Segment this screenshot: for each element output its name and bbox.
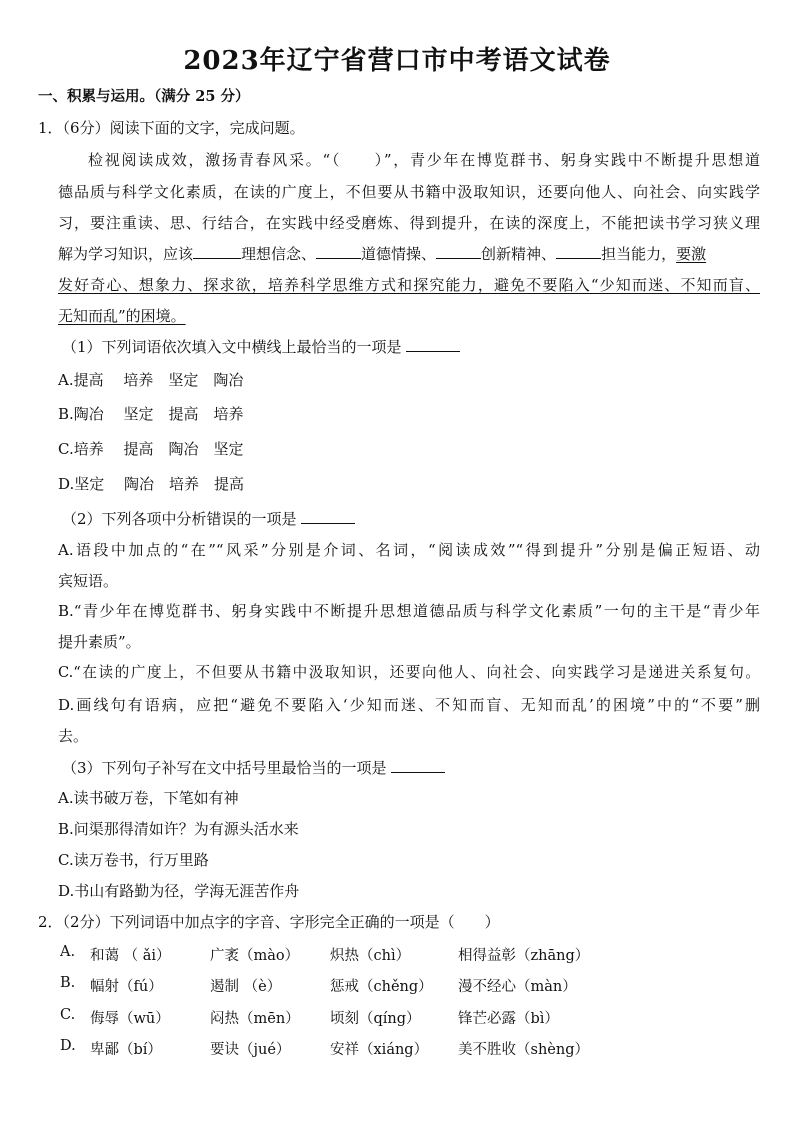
underlined-sentence: 无知而乱”的困境。: [58, 307, 186, 325]
option-a: A.读书破万卷，下笔如有神: [58, 789, 239, 807]
passage-line-with-blanks: [58, 244, 760, 264]
option-b: B.问渠那得清如许？为有源头活水来: [58, 820, 299, 838]
passage-text: 道德情操、: [361, 245, 437, 263]
option-d: D.书山有路勤为径，学海无涯苦作舟: [58, 882, 300, 900]
word-item: 锋芒必露（bì）: [458, 1011, 559, 1027]
option-b-cont: 提升素质”。: [58, 633, 141, 651]
sub-question-1: [62, 337, 460, 357]
option-d-cont: 去。: [58, 727, 89, 745]
answer-blank: [391, 758, 445, 773]
section-heading: 一、积累与运用。（满分 25 分）: [38, 88, 250, 105]
question-1-stem: 1．（6分）阅读下面的文字，完成问题。: [38, 119, 305, 137]
option-d: D.坚定 陶冶 培养 提高: [58, 475, 245, 493]
option-label: C.: [60, 1007, 76, 1023]
option-label: A.: [60, 944, 76, 960]
page-title: 2023年辽宁省营口市中考语文试卷: [183, 46, 611, 76]
sub-question-2: [62, 509, 355, 529]
word-item: 顷刻（qíng）: [330, 1011, 421, 1027]
word-item: 和蔼 （ ǎi）: [90, 948, 171, 964]
word-item: 要诀（jué）: [210, 1042, 291, 1058]
word-item: 侮辱（wū）: [90, 1011, 170, 1027]
passage-line: 检视阅读成效，激扬青春风采。“（ ）”，青少年在博览群书、躬身实践中不断提升思想道: [88, 151, 760, 169]
word-item: 卑鄙（bí）: [90, 1042, 162, 1058]
word-item: 遏制 （è）: [210, 979, 282, 995]
option-a: A.语段中加点的“在”“风采”分别是介词、名词，“阅读成效”“得到提升”分别是偏正短语、动: [58, 541, 760, 559]
answer-blank: [556, 244, 601, 259]
word-item: 闷热（mēn）: [210, 1011, 300, 1027]
answer-blank: [406, 337, 460, 352]
word-item: 美不胜收（shèng）: [458, 1042, 589, 1058]
word-item: 惩戒（chěng）: [330, 979, 433, 995]
word-item: 安祥（xiáng）: [330, 1042, 429, 1058]
word-item: 漫不经心（màn）: [458, 979, 577, 995]
passage-line: [58, 306, 760, 326]
option-c: C.“在读的广度上，不但要从书籍中汲取知识，还要向他人、向社会、向实践学习是递进关系复句。: [58, 664, 760, 681]
word-item: 相得益彰（zhāng）: [458, 948, 590, 964]
passage-line: 德品质与科学文化素质，在读的广度上，不但要从书籍中汲取知识，还要向他人、向社会、向实践学: [58, 183, 760, 201]
word-item: 炽热（chì）: [330, 948, 411, 964]
answer-blank: [193, 244, 241, 259]
passage-text: 担当能力，: [601, 245, 677, 263]
option-c: C.读万卷书，行万里路: [58, 851, 209, 869]
option-d: D.画线句有语病，应把“避免不要陷入‘少知而迷、不知而盲、无知而乱’的困境”中的“不要”删: [58, 696, 760, 714]
option-a-cont: 宾短语。: [58, 572, 119, 590]
word-item: 幅射（fú）: [90, 979, 163, 995]
passage-text: 理想信念、: [241, 245, 317, 263]
passage-text: 创新精神、: [481, 245, 557, 263]
sub-question-3-stem: （3）下列句子补写在文中括号里最恰当的一项是: [62, 759, 387, 777]
sub-question-1-stem: （1）下列词语依次填入文中横线上最恰当的一项是: [62, 338, 402, 356]
sub-question-3: [62, 758, 445, 778]
passage-text: 解为学习知识，应该: [58, 245, 194, 263]
option-a: A.提高 培养 坚定 陶冶: [58, 371, 244, 389]
sub-question-2-stem: （2）下列各项中分析错误的一项是: [62, 510, 297, 528]
underlined-sentence: 发好奇心、想象力、探求欲，培养科学思维方式和探究能力，避免不要陷入“少知而迷、不知而盲、: [58, 276, 760, 294]
answer-blank: [316, 244, 361, 259]
option-b: B.“青少年在博览群书、躬身实践中不断提升思想道德品质与科学文化素质”一句的主干是“青少年: [58, 602, 760, 620]
option-b: B.陶冶 坚定 提高 培养: [58, 405, 244, 423]
word-item: 广袤（mào）: [210, 948, 300, 964]
answer-blank: [301, 509, 355, 524]
option-c: C.培养 提高 陶冶 坚定: [58, 440, 244, 458]
passage-line: 习，要注重读、思、行结合，在实践中经受磨炼、得到提升，在读的深度上，不能把读书学习狭义理: [58, 214, 760, 232]
underlined-sentence: 要激: [676, 245, 707, 263]
question-2-stem: 2．（2分）下列词语中加点字的字音、字形完全正确的一项是（ ）: [38, 913, 500, 931]
option-label: D.: [60, 1038, 76, 1054]
answer-blank: [436, 244, 481, 259]
option-label: B.: [60, 975, 76, 991]
